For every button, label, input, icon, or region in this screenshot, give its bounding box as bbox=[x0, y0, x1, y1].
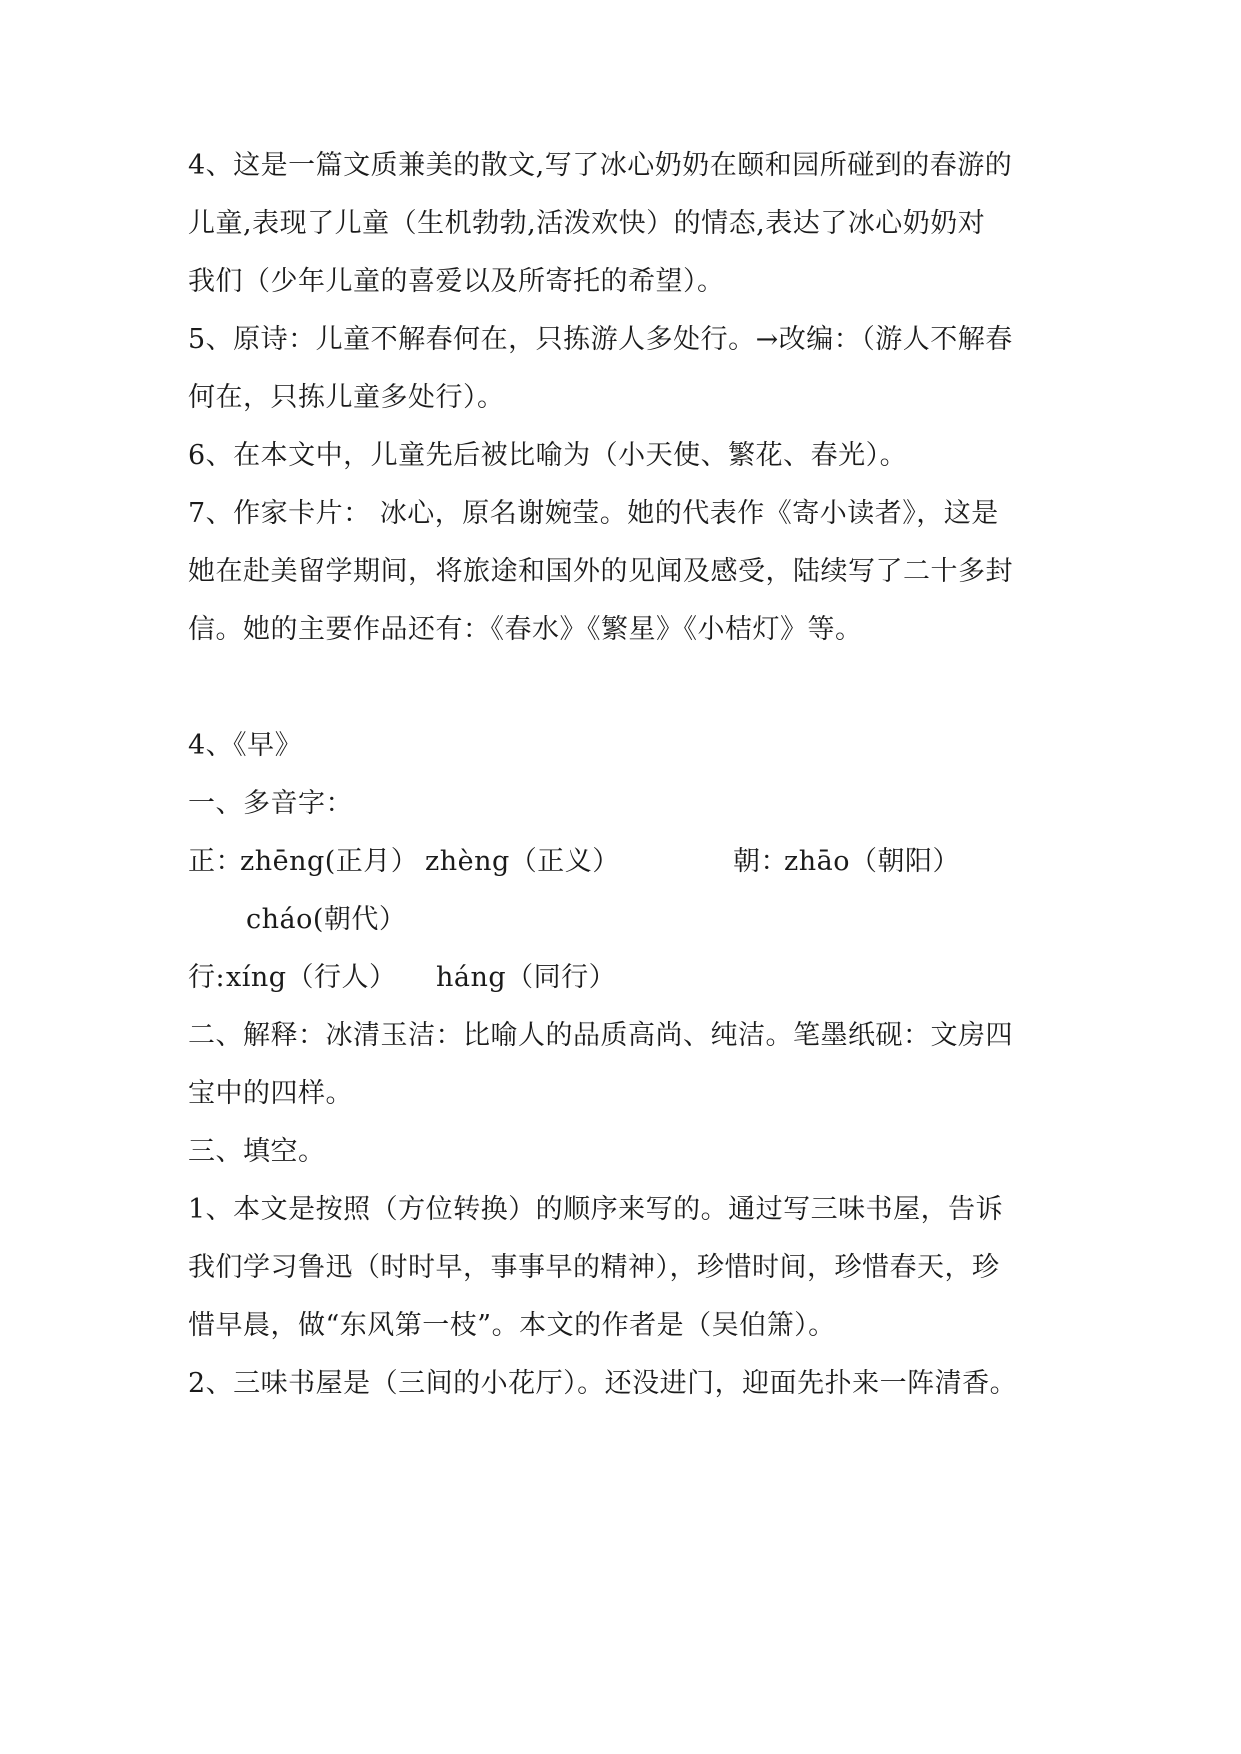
polyphone-heading: 一、多音字： bbox=[188, 788, 353, 819]
item7-line1: 7、作家卡片： 冰心，原名谢婉莹。她的代表作《寄小读者》，这是 bbox=[188, 498, 999, 529]
item7-line2: 她在赴美留学期间，将旅途和国外的见闻及感受，陆续写了二十多封 bbox=[188, 556, 1013, 587]
chao-reading: cháo(朝代） bbox=[246, 904, 407, 935]
polyphone-row-zheng-zhao bbox=[188, 844, 1088, 880]
zheng-reading-2: zhèng（正义） bbox=[425, 846, 620, 877]
zhao-reading-1: zhāo（朝阳） bbox=[784, 846, 960, 877]
item4-line1: 4、这是一篇文质兼美的散文,写了冰心奶奶在颐和园所碰到的春游的 bbox=[188, 150, 1013, 181]
xing-reading-1: xíng（行人） bbox=[226, 962, 397, 993]
fill1-line1: 1、本文是按照（方位转换）的顺序来写的。通过写三味书屋，告诉 bbox=[188, 1194, 1004, 1225]
zheng-label: 正： bbox=[188, 846, 243, 877]
lesson-title: 4、《早》 bbox=[188, 730, 303, 761]
fill1-line3: 惜早晨，做“东风第一枝”。本文的作者是（吴伯箫）。 bbox=[188, 1310, 836, 1341]
item6-line: 6、在本文中，儿童先后被比喻为（小天使、繁花、春光）。 bbox=[188, 440, 908, 471]
fill-heading: 三、填空。 bbox=[188, 1136, 326, 1167]
explain-line2: 宝中的四样。 bbox=[188, 1078, 353, 1109]
item4-line2: 儿童,表现了儿童（生机勃勃,活泼欢快）的情态,表达了冰心奶奶对 bbox=[188, 208, 986, 239]
item4-line3: 我们（少年儿童的喜爱以及所寄托的希望）。 bbox=[188, 266, 725, 297]
hang-reading: háng（同行） bbox=[436, 962, 617, 993]
xing-label: 行: bbox=[188, 962, 226, 993]
zheng-reading-1: zhēng(正月） bbox=[240, 846, 419, 877]
fill2-line: 2、三味书屋是（三间的小花厅）。还没进门，迎面先扑来一阵清香。 bbox=[188, 1368, 1018, 1399]
item5-line2: 何在，只拣儿童多处行）。 bbox=[188, 382, 505, 413]
zhao-label: 朝： bbox=[733, 846, 788, 877]
item7-line3: 信。她的主要作品还有：《春水》《繁星》《小桔灯》等。 bbox=[188, 614, 863, 645]
item5-line1: 5、原诗：儿童不解春何在，只拣游人多处行。→改编：（游人不解春 bbox=[188, 324, 1013, 355]
explain-line1: 二、解释：冰清玉洁：比喻人的品质高尚、纯洁。笔墨纸砚：文房四 bbox=[188, 1020, 1013, 1051]
fill1-line2: 我们学习鲁迅（时时早，事事早的精神），珍惜时间，珍惜春天，珍 bbox=[188, 1252, 1000, 1283]
polyphone-row-xing bbox=[188, 960, 788, 996]
